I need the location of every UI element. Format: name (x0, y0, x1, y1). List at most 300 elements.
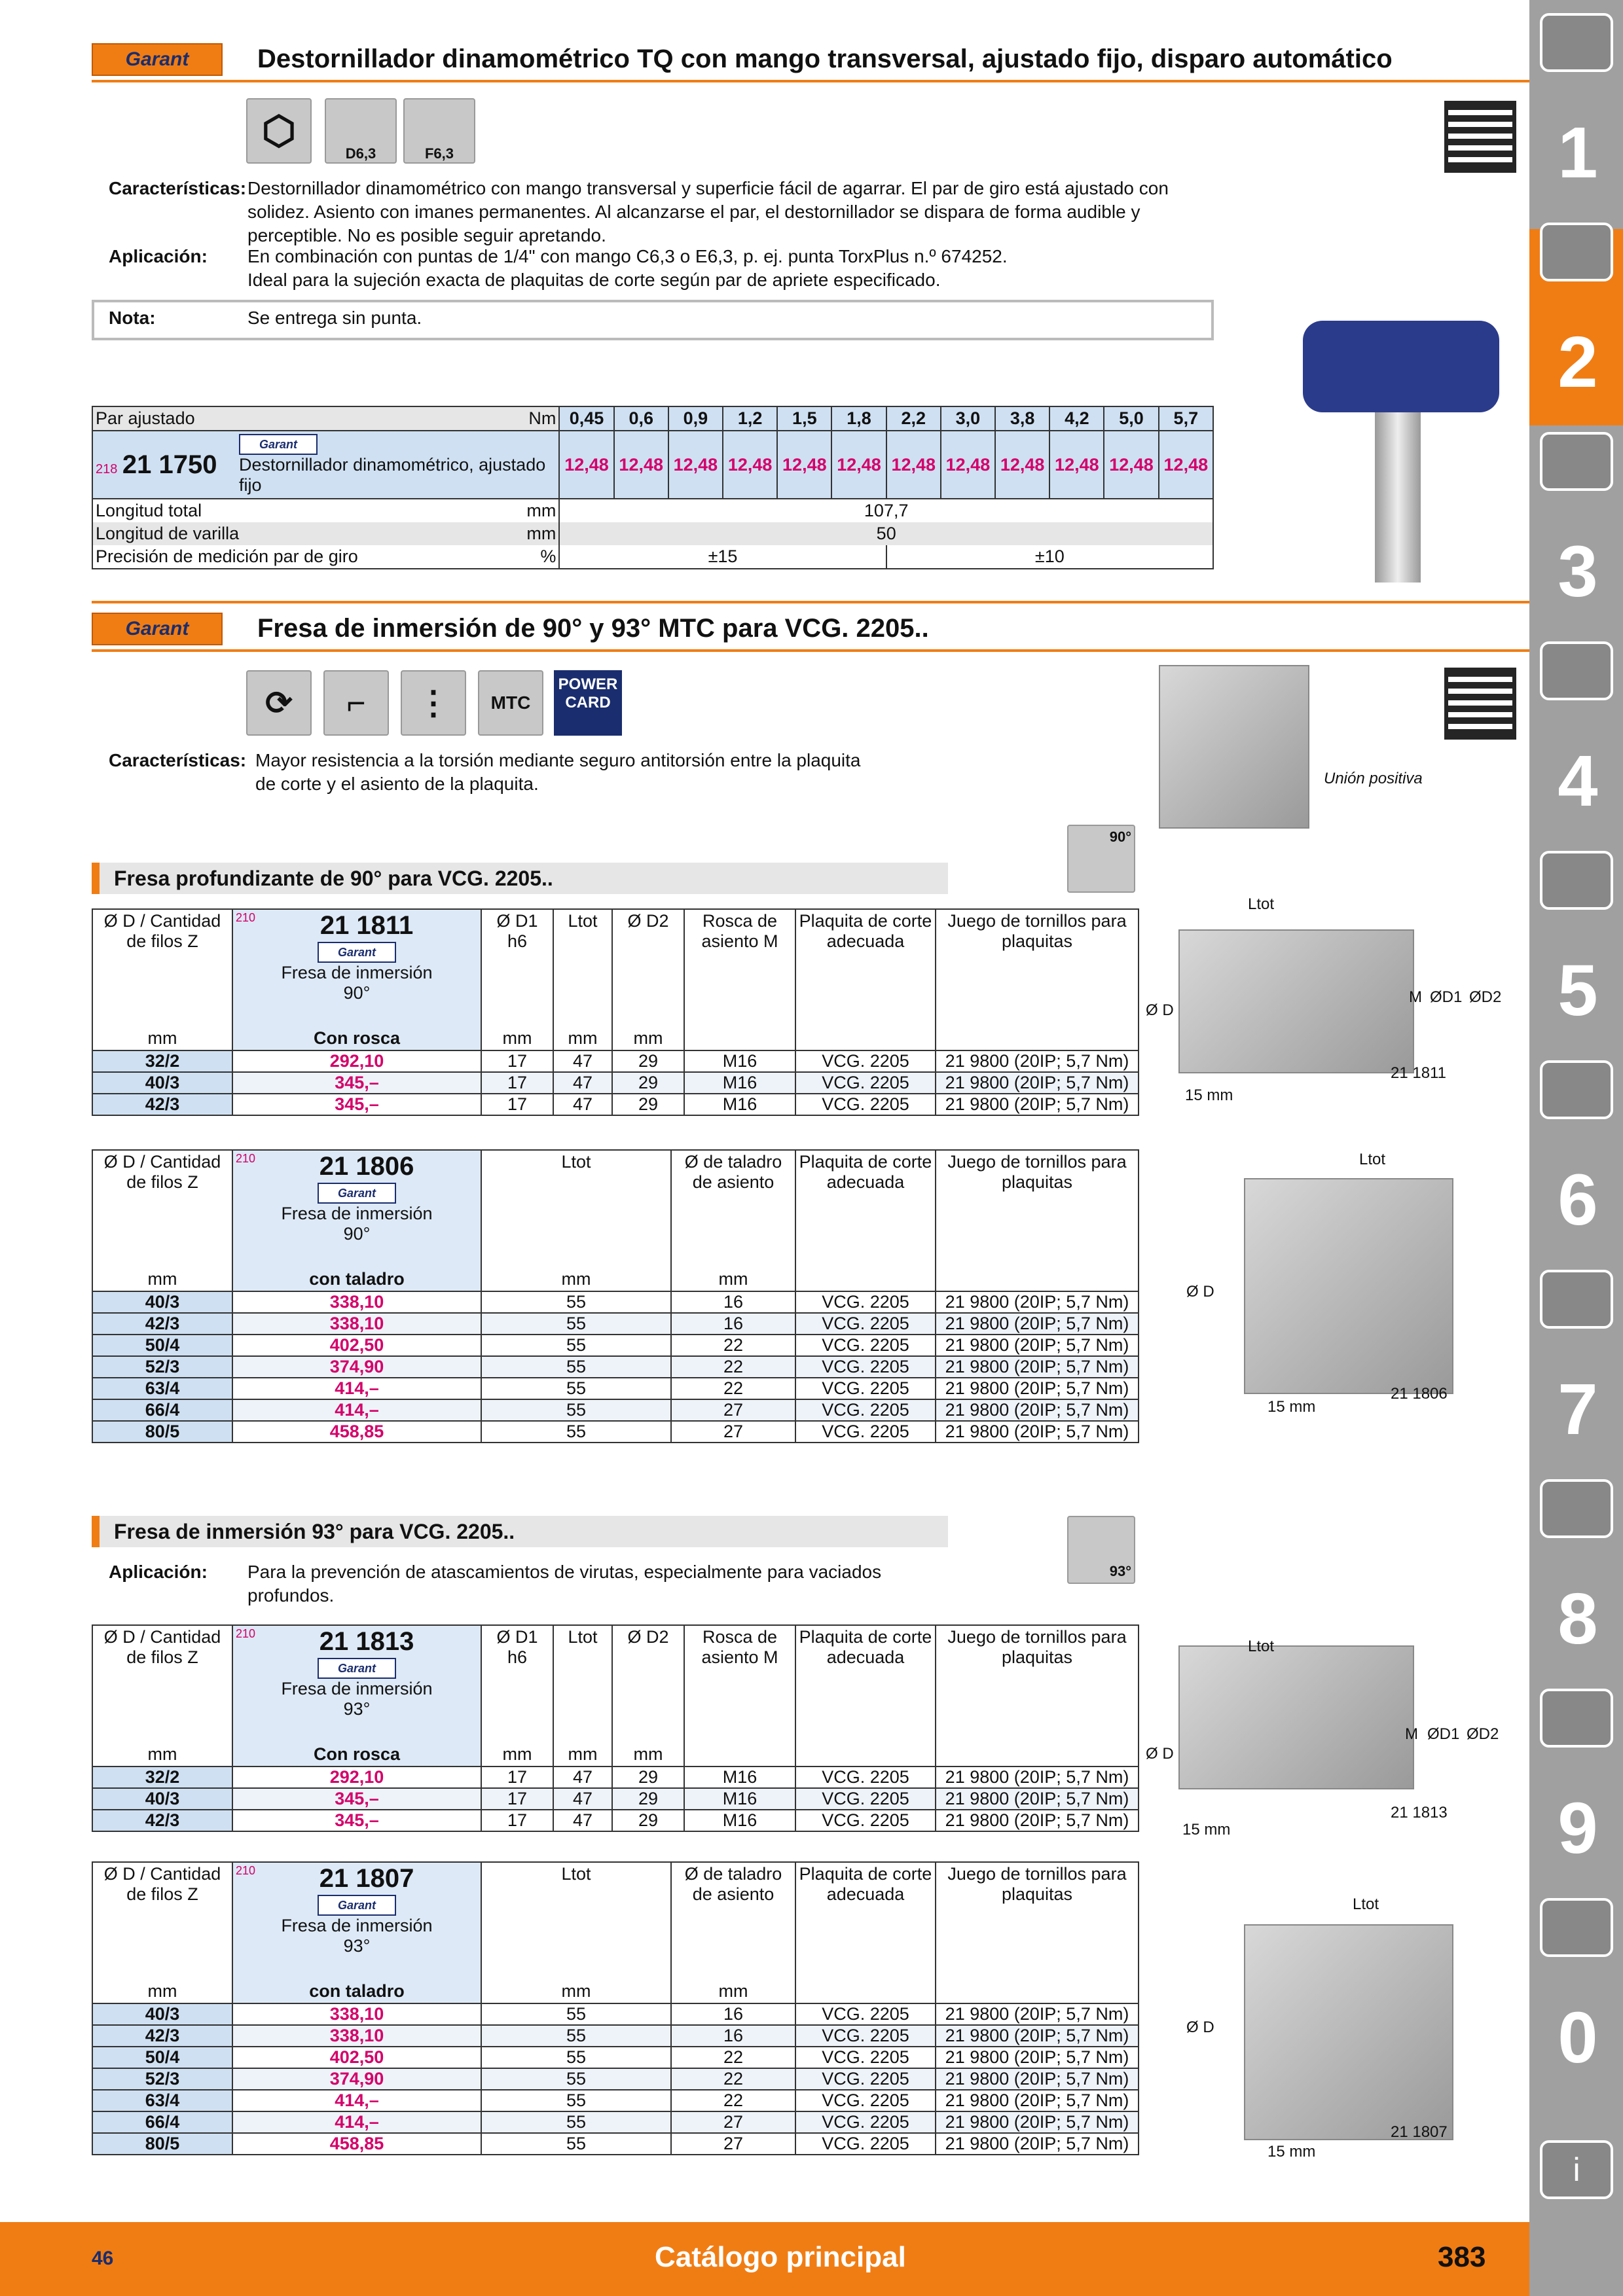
d2: 29 (612, 1094, 684, 1115)
aplicacion-text-1: En combinación con puntas de 1/4" con mango C6,3 o E6,3, p. ej. punta TorxPlus n.º 674252. (247, 246, 1008, 266)
price: 338,10 (232, 1313, 481, 1335)
d63-icon: D6,3 (325, 98, 397, 164)
table-row (92, 1072, 1139, 1094)
spec-value: 50 (559, 522, 1213, 545)
juego: 21 9800 (20IP; 5,7 Nm) (936, 1767, 1139, 1788)
diameter: 40/3 (92, 1291, 232, 1313)
aplicacion-label: Aplicación: (109, 1562, 208, 1582)
ltot: 55 (481, 1399, 671, 1421)
product-type: con taladro (232, 1268, 481, 1291)
header-d: Ø D / Cantidad de filos Z (92, 909, 232, 1027)
cutter-drawing (1244, 1178, 1453, 1394)
divider (92, 649, 1529, 652)
chapter-number[interactable]: 4 (1558, 741, 1598, 821)
diameter: 63/4 (92, 2090, 232, 2111)
dim-d: Ø D (1146, 1001, 1174, 1019)
ltot: 55 (481, 1421, 671, 1443)
m: M16 (684, 1767, 795, 1788)
par-value: 0,45 (559, 406, 613, 431)
ltot: 55 (481, 1313, 671, 1335)
coolant-icon: ⋮ (401, 670, 466, 736)
spec-value: ±15 (559, 545, 886, 569)
article-code: 21 1811 (319, 911, 414, 940)
par-label: Par ajustado (92, 406, 488, 431)
price: 374,90 (232, 1356, 481, 1378)
price: 12,48 (1104, 431, 1158, 499)
table-row (92, 2090, 1139, 2111)
price: 12,48 (1049, 431, 1104, 499)
chapter-number[interactable]: 5 (1558, 950, 1598, 1031)
diameter: 66/4 (92, 2111, 232, 2133)
diameter: 80/5 (92, 2133, 232, 2155)
drawing-code: 21 1807 (1391, 2123, 1448, 2141)
par-value: 4,2 (1049, 406, 1104, 431)
table-row (92, 1094, 1139, 1115)
dim-d: Ø D (1186, 2018, 1214, 2036)
product-type: Con rosca (232, 1027, 481, 1050)
unit-empty (795, 1743, 936, 1767)
diameter: 32/2 (92, 1050, 232, 1072)
juego: 21 9800 (20IP; 5,7 Nm) (936, 2111, 1139, 2133)
tal: 27 (671, 2133, 795, 2155)
header-plaquita: Plaquita de corte adecuada (795, 909, 936, 1027)
chapter-7-icon[interactable] (1540, 1270, 1613, 1329)
tal: 22 (671, 1356, 795, 1378)
header-juego: Juego de tornillos para plaquitas (936, 909, 1139, 1027)
price: 338,10 (232, 2025, 481, 2047)
subsection-header: Fresa de inmersión 93° para VCG. 2205.. (92, 1516, 948, 1547)
group-number: 210 (236, 1627, 256, 1640)
table-row (92, 1810, 1139, 1831)
subsection-header: Fresa profundizante de 90° para VCG. 2205.. (92, 863, 948, 894)
caracteristicas-label: Características: (109, 750, 247, 770)
price: 402,50 (232, 1335, 481, 1356)
article-code: 21 1807 (319, 1864, 414, 1893)
ltot: 55 (481, 1335, 671, 1356)
juego: 21 9800 (20IP; 5,7 Nm) (936, 1788, 1139, 1810)
unit-empty (936, 1743, 1139, 1767)
table-row (92, 1788, 1139, 1810)
d2: 29 (612, 1050, 684, 1072)
ltot: 55 (481, 1291, 671, 1313)
dim-d2: ØD2 (1467, 1725, 1499, 1743)
chapter-9-icon[interactable] (1540, 1689, 1613, 1748)
price: 414,– (232, 2111, 481, 2133)
juego: 21 9800 (20IP; 5,7 Nm) (936, 2068, 1139, 2090)
garant-small-logo: Garant (318, 1183, 396, 1204)
garant-small-logo: Garant (239, 434, 318, 455)
product-table-211806 (92, 1149, 1139, 1443)
ltot: 55 (481, 2133, 671, 2155)
ltot: 55 (481, 2111, 671, 2133)
screwdriver-shaft (1375, 412, 1421, 583)
ltot: 47 (553, 1050, 612, 1072)
juego: 21 9800 (20IP; 5,7 Nm) (936, 1356, 1139, 1378)
diameter: 42/3 (92, 1810, 232, 1831)
table-row (92, 1399, 1139, 1421)
nota-text: Se entrega sin punta. (247, 308, 422, 328)
price: 12,48 (614, 431, 668, 499)
aplicacion-label: Aplicación: (109, 246, 208, 266)
ltot: 55 (481, 2068, 671, 2090)
unit-empty (936, 1027, 1139, 1050)
angle-90-icon: 90° (1067, 825, 1135, 893)
ltot: 47 (553, 1094, 612, 1115)
qr-code-icon[interactable] (1444, 101, 1516, 173)
dim-d: Ø D (1146, 1745, 1174, 1763)
product-table-211807 (92, 1861, 1139, 2155)
angle-93-icon: 93° (1067, 1516, 1135, 1584)
plaq: VCG. 2205 (795, 1767, 936, 1788)
unit-empty (936, 1268, 1139, 1291)
article-code: 21 1750 (122, 450, 217, 479)
juego: 21 9800 (20IP; 5,7 Nm) (936, 2003, 1139, 2025)
price: 414,– (232, 1399, 481, 1421)
dim-d: Ø D (1186, 1283, 1214, 1300)
tal: 16 (671, 2025, 795, 2047)
tal: 22 (671, 1335, 795, 1356)
diameter: 42/3 (92, 1313, 232, 1335)
header-d1: Ø D1 h6 (481, 909, 553, 1027)
diameter: 32/2 (92, 1767, 232, 1788)
plaq: VCG. 2205 (795, 1072, 936, 1094)
table-row (92, 1421, 1139, 1443)
juego: 21 9800 (20IP; 5,7 Nm) (936, 1399, 1139, 1421)
garant-logo: Garant (92, 43, 223, 76)
product-type: con taladro (232, 1980, 481, 2003)
juego: 21 9800 (20IP; 5,7 Nm) (936, 1421, 1139, 1443)
tal: 27 (671, 2111, 795, 2133)
dim-ltot: Ltot (1359, 1151, 1386, 1168)
qr-code-icon[interactable] (1444, 668, 1516, 740)
header-d: Ø D / Cantidad de filos Z (92, 1625, 232, 1743)
unit-mm: mm (612, 1743, 684, 1767)
header-juego: Juego de tornillos para plaquitas (936, 1625, 1139, 1743)
shoulder-icon: ⌐ (323, 670, 389, 736)
header-plaquita: Plaquita de corte adecuada (795, 1625, 936, 1743)
dim-15mm: 15 mm (1267, 1398, 1316, 1416)
header-juego: Juego de tornillos para plaquitas (936, 1150, 1139, 1268)
dim-ltot: Ltot (1353, 1895, 1379, 1913)
price: 12,48 (1159, 431, 1213, 499)
par-value: 3,8 (995, 406, 1049, 431)
price: 345,– (232, 1810, 481, 1831)
tal: 22 (671, 2047, 795, 2068)
plaq: VCG. 2205 (795, 1421, 936, 1443)
chapter-number[interactable]: 8 (1558, 1579, 1598, 1659)
par-value: 1,5 (777, 406, 831, 431)
price: 12,48 (668, 431, 723, 499)
product-type: Con rosca (232, 1743, 481, 1767)
header-plaquita: Plaquita de corte adecuada (795, 1150, 936, 1268)
d1: 17 (481, 1094, 553, 1115)
table-row (92, 2047, 1139, 2068)
tal: 16 (671, 2003, 795, 2025)
drawing-code: 21 1813 (1391, 1804, 1448, 1821)
product-name: Destornillador dinamométrico, ajustado fijo (239, 455, 546, 495)
tal: 27 (671, 1421, 795, 1443)
table-row (92, 1291, 1139, 1313)
chapter-3-icon[interactable] (1540, 432, 1613, 491)
plaq: VCG. 2205 (795, 1356, 936, 1378)
nota-label: Nota: (109, 308, 156, 328)
table-row (92, 2111, 1139, 2133)
d2: 29 (612, 1788, 684, 1810)
dim-15mm: 15 mm (1182, 1821, 1231, 1839)
par-value: 0,6 (614, 406, 668, 431)
cutter-drawing (1178, 1645, 1414, 1789)
m: M16 (684, 1788, 795, 1810)
unit-empty (684, 1743, 795, 1767)
spec-label: Longitud total (92, 499, 488, 522)
unit-mm: mm (612, 1027, 684, 1050)
caracteristicas-text: Mayor resistencia a la torsión mediante seguro antitorsión entre la plaquita de corte y el asiento de la plaquita. (255, 750, 861, 794)
diameter: 52/3 (92, 2068, 232, 2090)
group-number: 218 (96, 461, 118, 476)
header-rosca: Rosca de asiento M (684, 909, 795, 1027)
spec-unit: mm (488, 499, 559, 522)
price: 402,50 (232, 2047, 481, 2068)
chapter-0-icon[interactable] (1540, 1898, 1613, 1957)
spec-unit: % (488, 545, 559, 569)
price: 12,48 (886, 431, 941, 499)
tal: 27 (671, 1399, 795, 1421)
garant-small-logo: Garant (318, 1658, 396, 1679)
juego: 21 9800 (20IP; 5,7 Nm) (936, 1810, 1139, 1831)
header-d2: Ø D2 (612, 909, 684, 1027)
diameter: 40/3 (92, 1788, 232, 1810)
plaq: VCG. 2205 (795, 1788, 936, 1810)
header-d: Ø D / Cantidad de filos Z (92, 1862, 232, 1980)
ltot: 47 (553, 1810, 612, 1831)
price: 12,48 (777, 431, 831, 499)
table-row (92, 2003, 1139, 2025)
diameter: 50/4 (92, 2047, 232, 2068)
torque-table (92, 406, 1214, 569)
plaq: VCG. 2205 (795, 1335, 936, 1356)
divider (92, 601, 1529, 603)
group-number: 210 (236, 911, 256, 924)
chapter-number[interactable]: 2 (1558, 322, 1598, 403)
chapter-2-icon[interactable] (1540, 223, 1613, 281)
plaq: VCG. 2205 (795, 1378, 936, 1399)
d2: 29 (612, 1810, 684, 1831)
price: 12,48 (941, 431, 995, 499)
juego: 21 9800 (20IP; 5,7 Nm) (936, 1094, 1139, 1115)
table-row (92, 2068, 1139, 2090)
diameter: 42/3 (92, 1094, 232, 1115)
drawing-code: 21 1806 (1391, 1385, 1448, 1403)
price: 12,48 (723, 431, 777, 499)
d2: 29 (612, 1767, 684, 1788)
unit-mm: mm (553, 1027, 612, 1050)
chapter-number[interactable]: 1 (1558, 113, 1598, 193)
diameter: 63/4 (92, 1378, 232, 1399)
price: 414,– (232, 2090, 481, 2111)
diameter: 40/3 (92, 2003, 232, 2025)
ltot: 55 (481, 2003, 671, 2025)
price: 12,48 (831, 431, 886, 499)
m: M16 (684, 1072, 795, 1094)
hex-icon: ⬡ (246, 98, 312, 164)
plaq: VCG. 2205 (795, 2047, 936, 2068)
header-taladro: Ø de taladro de asiento (671, 1150, 795, 1268)
chapter-8-icon[interactable] (1540, 1479, 1613, 1538)
dim-ltot: Ltot (1248, 1638, 1275, 1655)
plaq: VCG. 2205 (795, 2068, 936, 2090)
diameter: 80/5 (92, 1421, 232, 1443)
unit-empty (684, 1027, 795, 1050)
diameter: 40/3 (92, 1072, 232, 1094)
unit-empty (936, 1980, 1139, 2003)
header-product (232, 1862, 481, 1980)
dim-d2: ØD2 (1469, 988, 1502, 1006)
dim-15mm: 15 mm (1185, 1086, 1233, 1104)
screwdriver-image (1303, 321, 1499, 412)
footer-title: Catálogo principal (655, 2241, 906, 2273)
header-ltot: Ltot (481, 1862, 671, 1980)
power-card-icon: POWER CARD (554, 670, 622, 736)
chapter-1-icon[interactable] (1540, 13, 1613, 72)
chapter-4-icon[interactable] (1540, 641, 1613, 700)
garant-small-logo: Garant (318, 942, 396, 963)
chapter-i-icon[interactable]: i (1540, 2140, 1613, 2199)
article-code: 21 1806 (319, 1152, 414, 1181)
price: 345,– (232, 1072, 481, 1094)
spec-label: Longitud de varilla (92, 522, 488, 545)
m: M16 (684, 1810, 795, 1831)
price: 338,10 (232, 2003, 481, 2025)
price: 345,– (232, 1094, 481, 1115)
spec-label: Precisión de medición par de giro (92, 545, 488, 569)
chapter-number[interactable]: 6 (1558, 1160, 1598, 1240)
tal: 16 (671, 1313, 795, 1335)
drawing-code: 21 1811 (1391, 1064, 1446, 1082)
union-label: Unión positiva (1324, 770, 1423, 787)
dim-15mm: 15 mm (1267, 2143, 1316, 2161)
plaq: VCG. 2205 (795, 1313, 936, 1335)
cutter-drawing (1244, 1924, 1453, 2140)
plaq: VCG. 2205 (795, 1399, 936, 1421)
unit-mm: mm (553, 1743, 612, 1767)
par-value: 5,7 (1159, 406, 1213, 431)
product-angle: 90° (343, 1224, 371, 1244)
unit-empty (795, 1268, 936, 1291)
ltot: 47 (553, 1767, 612, 1788)
price: 345,– (232, 1788, 481, 1810)
product-table-211813 (92, 1624, 1139, 1832)
par-value: 1,2 (723, 406, 777, 431)
price: 292,10 (232, 1767, 481, 1788)
chapter-number[interactable]: 7 (1558, 1369, 1598, 1450)
unit-mm: mm (481, 1268, 671, 1291)
plaq: VCG. 2205 (795, 1050, 936, 1072)
header-ltot: Ltot (481, 1150, 671, 1268)
cutter-drawing (1178, 929, 1414, 1073)
divider (92, 80, 1529, 82)
juego: 21 9800 (20IP; 5,7 Nm) (936, 1072, 1139, 1094)
dim-d1: ØD1 (1430, 988, 1463, 1006)
header-d2: Ø D2 (612, 1625, 684, 1743)
juego: 21 9800 (20IP; 5,7 Nm) (936, 2047, 1139, 2068)
plunge-icon: ⟳ (246, 670, 312, 736)
plaq: VCG. 2205 (795, 1291, 936, 1313)
d1: 17 (481, 1767, 553, 1788)
insert-seat-image (1159, 665, 1309, 829)
ltot: 47 (553, 1788, 612, 1810)
chapter-5-icon[interactable] (1540, 851, 1613, 910)
dim-d1: ØD1 (1427, 1725, 1460, 1743)
chapter-number[interactable]: 3 (1558, 531, 1598, 612)
unit-mm: mm (671, 1268, 795, 1291)
unit-empty (795, 1027, 936, 1050)
diameter: 50/4 (92, 1335, 232, 1356)
spec-value: ±10 (886, 545, 1213, 569)
unit-mm: mm (481, 1743, 553, 1767)
par-value: 2,2 (886, 406, 941, 431)
plaq: VCG. 2205 (795, 2025, 936, 2047)
caracteristicas-label: Características: (109, 178, 247, 198)
chapter-6-icon[interactable] (1540, 1060, 1613, 1119)
par-value: 3,0 (941, 406, 995, 431)
plaq: VCG. 2205 (795, 1094, 936, 1115)
spec-unit: mm (488, 522, 559, 545)
price: 12,48 (559, 431, 613, 499)
diameter: 52/3 (92, 1356, 232, 1378)
diameter: 42/3 (92, 2025, 232, 2047)
juego: 21 9800 (20IP; 5,7 Nm) (936, 1050, 1139, 1072)
section-title: Fresa de inmersión de 90° y 93° MTC para VCG. 2205.. (257, 614, 929, 643)
ltot: 55 (481, 2090, 671, 2111)
unit-mm: mm (92, 1268, 232, 1291)
article-code: 21 1813 (319, 1627, 414, 1656)
chapter-number[interactable]: 0 (1558, 1998, 1598, 2078)
dim-m: M (1405, 1725, 1418, 1743)
m: M16 (684, 1050, 795, 1072)
spec-value: 107,7 (559, 499, 1213, 522)
table-row (92, 1378, 1139, 1399)
tal: 16 (671, 1291, 795, 1313)
price: 414,– (232, 1378, 481, 1399)
dim-m: M (1409, 988, 1422, 1006)
unit-mm: mm (92, 1027, 232, 1050)
garant-small-logo: Garant (318, 1895, 396, 1916)
product-name: Fresa de inmersión (281, 963, 433, 982)
juego: 21 9800 (20IP; 5,7 Nm) (936, 1335, 1139, 1356)
product-name: Fresa de inmersión (281, 1679, 433, 1698)
unit-mm: mm (481, 1027, 553, 1050)
plaq: VCG. 2205 (795, 2133, 936, 2155)
header-d: Ø D / Cantidad de filos Z (92, 1150, 232, 1268)
header-d1: Ø D1 h6 (481, 1625, 553, 1743)
header-product (232, 1150, 481, 1268)
ltot: 47 (553, 1072, 612, 1094)
price: 374,90 (232, 2068, 481, 2090)
plaq: VCG. 2205 (795, 2003, 936, 2025)
price: 12,48 (995, 431, 1049, 499)
product-angle: 93° (343, 1699, 371, 1719)
table-row (92, 1335, 1139, 1356)
table-row (92, 1050, 1139, 1072)
table-row (92, 2133, 1139, 2155)
plaq: VCG. 2205 (795, 2090, 936, 2111)
juego: 21 9800 (20IP; 5,7 Nm) (936, 2025, 1139, 2047)
footer-left-number: 46 (92, 2248, 114, 2269)
header-plaquita: Plaquita de corte adecuada (795, 1862, 936, 1980)
chapter-number[interactable]: 9 (1558, 1788, 1598, 1869)
f63-icon: F6,3 (403, 98, 475, 164)
ltot: 55 (481, 1356, 671, 1378)
